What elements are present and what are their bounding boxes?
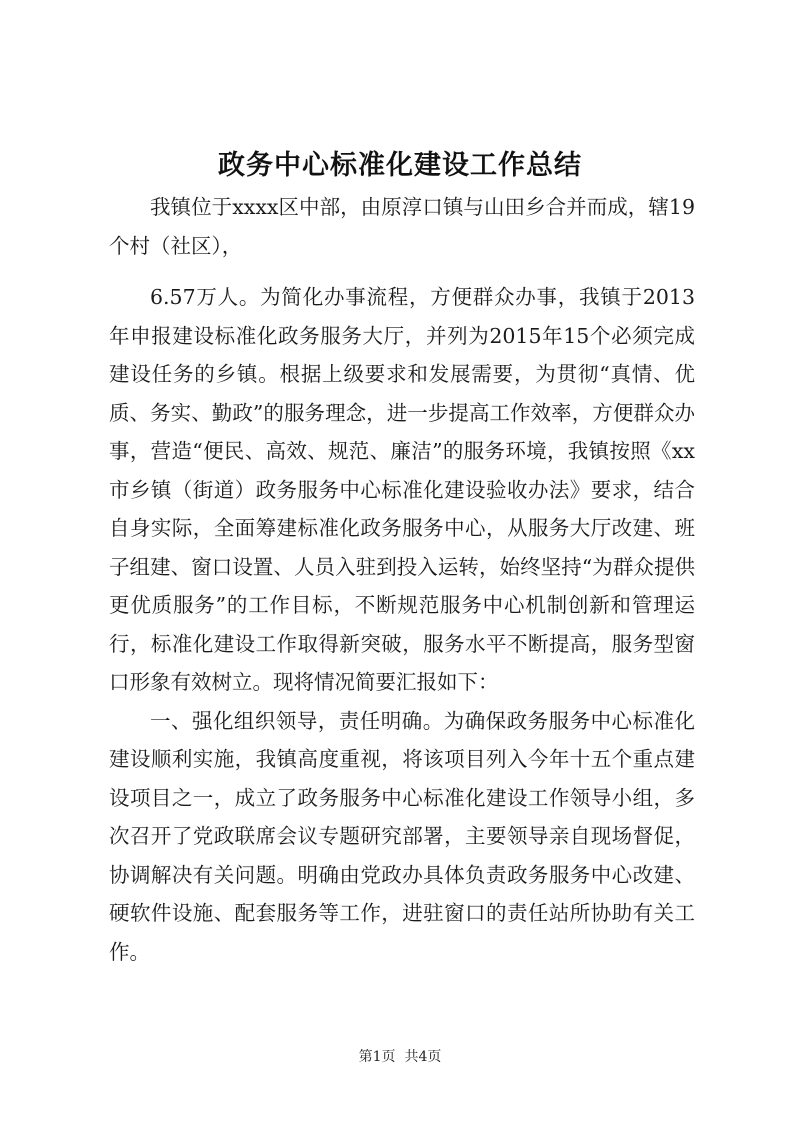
paragraph-section-one: 一、强化组织领导，责任明确。为确保政务服务中心标准化建设顺利实施，我镇高度重视，将该项目列入今年十五个重点建设项目之一，成立了政务服务中心标准化建设工作领导小组，多次召开了党政联席会议专题研究部署，主要领导亲自现场督促，协调解决有关问题。明确由党政办具体负责政务服务中心改建、硬软件设施、配套服务等工作，进驻窗口的责任站所协助有关工作。 bbox=[109, 708, 695, 964]
document-body bbox=[109, 188, 695, 971]
page-footer bbox=[0, 1046, 800, 1066]
page-number: 第1页 共4页 bbox=[358, 1049, 442, 1065]
paragraph-overview: 6.57万人。为简化办事流程，方便群众办事，我镇于2013年申报建设标准化政务服务大厅，并列为2015年15个必须完成建设任务的乡镇。根据上级要求和发展需要，为贯彻“真情、优质、务实、勤政”的服务理念，进一步提高工作效率，方便群众办事，营造“便民、高效、规范、廉洁”的服务环境，我镇按照《xx市乡镇（街道）政务服务中心标准化建设验收办法》要求，结合自身实际，全面筹建标准化政务服务中心，从服务大厅改建、班子组建、窗口设置、人员入驻到投入运转，始终坚持“为群众提供更优质服务”的工作目标，不断规范服务中心机制创新和管理运行，标准化建设工作取得新突破，服务水平不断提高，服务型窗口形象有效树立。现将情况简要汇报如下： bbox=[109, 285, 695, 694]
document-title: 政务中心标准化建设工作总结 bbox=[218, 150, 582, 181]
paragraph-intro: 我镇位于xxxx区中部，由原淳口镇与山田乡合并而成，辖19个村（社区）， bbox=[109, 195, 695, 258]
